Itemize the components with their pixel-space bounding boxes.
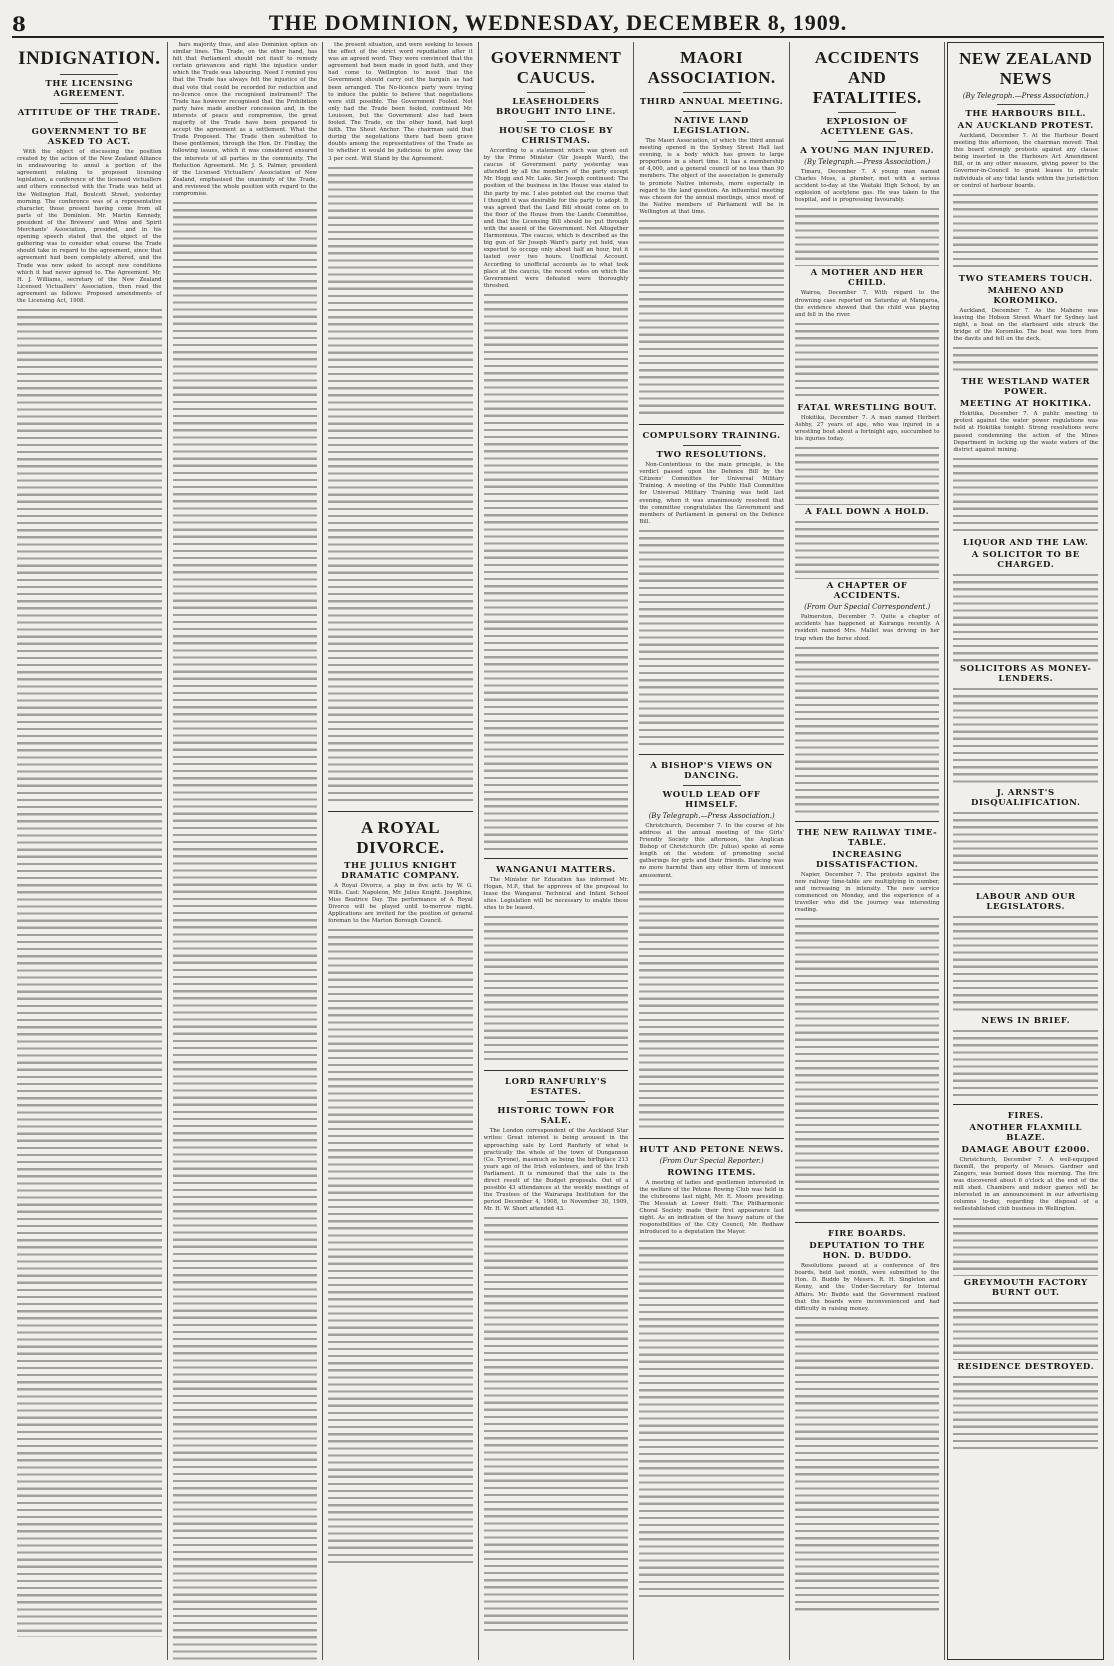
article-continuation (953, 914, 1098, 1014)
article-continuation (953, 686, 1098, 786)
article-body (639, 462, 784, 526)
rule (527, 121, 585, 122)
article-body (795, 872, 940, 915)
subhead-fire-boards: FIRE BOARDS. (828, 1229, 907, 1240)
credit-line: (From Our Special Correspondent.) (804, 603, 931, 612)
article-body (953, 1157, 1098, 1214)
rule (953, 1104, 1098, 1105)
article-text: Auckland, December 7. At the Harbour Board meeting this afternoon, the chairman moved: That this board strongly protests against any clause being inserted in the Harbours Act Amendment Bill, or in any other measure, giving power to the Governor-in-Council to grant leases to private individuals of any tidal lands within the jurisdiction or control of harbour boards. (953, 133, 1099, 189)
rule (484, 858, 629, 859)
article-continuation (795, 1315, 940, 1615)
subhead-mother-child: A MOTHER AND HER CHILD. (810, 268, 924, 289)
article-continuation (484, 1215, 629, 1635)
rule (639, 754, 784, 755)
subhead-wrestling: FATAL WRESTLING BOUT. (797, 402, 937, 413)
article-body (795, 169, 940, 204)
article-text: Resolutions passed at a conference of fire boards, held last month, were submitted to the Hon. D. Buddo by Messrs. R. H. Singleton and Kenny, and the Under-Secretary for Internal Affairs. Mr. Buddo said the Government realised that the boards were inconvenienced and had difficulty in raising money. (794, 1263, 940, 1312)
subhead-rowing: ROWING ITEMS. (667, 1167, 756, 1178)
article-continuation (953, 810, 1098, 890)
headline-indignation: INDIGNATION. (18, 48, 161, 69)
article-text: The Minister for Education has informed Mr. Hogan, M.P., that he approves of the proposal to lease the Wanganui Technical and Infant School sites. Legislation will be necessary to enable these sites to be leased. (483, 876, 629, 912)
article-body (795, 290, 940, 318)
headline-royal-divorce: A ROYAL DIVORCE. (356, 817, 445, 857)
subhead-railway-timetable: THE NEW RAILWAY TIME-TABLE. (797, 827, 938, 848)
credit-line: (By Telegraph.—Press Association.) (804, 158, 931, 166)
article-body (953, 133, 1098, 190)
credit-line: (By Telegraph.—Press Association.) (648, 811, 775, 820)
article-body (639, 138, 784, 216)
article-text: According to a statement which was given out by the Prime Minister (Sir Joseph Ward), the caucus of Government party yesterday was attended by all the members of the party except Mr. Hogg and Mr. Lake. Sir Joseph continued: The position of the business in the House was stated to the party by me. I also pointed out the course that I thought it was desirable for the party to adopt. It was agreed that the Land Bill should come on to the floor of the House from the Lands Committee, and that the Licensing Bill should be put through with the assent of the Government. Not Altogether Harmonious. The caucus, which is described as the big gun of Sir Joseph Ward's party yet held, was expected to occupy only about half an hour, but it lasted over two hours. Unofficial Account. According to unofficial accounts as to what took place at the caucus, the recent votes on which the Government were defeated were thoroughly threshed. (483, 148, 629, 289)
article-text: Auckland, December 7. As the Maheno was leaving the Hobson Street Wharf for Sydney last night, a boat on the starboard side struck the bridge of the Koromiko. The boat was torn from the davits and fell on the deck. (953, 307, 1099, 343)
subhead-licensing: THE LICENSING AGREEMENT. (45, 79, 134, 99)
article-body (484, 877, 629, 912)
subhead-greymouth: GREYMOUTH FACTORY BURNT OUT. (963, 1277, 1088, 1298)
article-body (795, 1263, 940, 1313)
article-body (953, 308, 1098, 343)
article-continuation (639, 528, 784, 748)
subhead-westland-water: THE WESTLAND WATER POWER. (961, 377, 1091, 398)
rule (60, 74, 118, 75)
subhead-residence: RESIDENCE DESTROYED. (957, 1361, 1095, 1372)
subhead-deputation: DEPUTATION TO THE HON. D. BUDDO. (809, 1241, 926, 1262)
newspaper-title: THE DOMINION, WEDNESDAY, DECEMBER 8, 1909. (268, 10, 848, 35)
subhead-government: GOVERNMENT TO BE ASKED TO ACT. (31, 127, 147, 147)
subhead-flaxmill: ANOTHER FLAXMILL BLAZE. (969, 1122, 1083, 1143)
headline-accidents: ACCIDENTS AND FATALITIES. (812, 48, 922, 107)
rule (795, 1222, 940, 1223)
article-body (953, 411, 1098, 454)
article-text: Non-Contentious in the main principle, is the verdict passed upon the Defence Bill by the Citizens' Committee for Universal Military Training. A meeting of the Public Hall Committee for Universal Military Training was held last evening, when it was unanimously resolved that the committee congratulates the Government and members of Parliament in general on the Defence Bill. (639, 462, 784, 525)
article-text: The London correspondent of the Auckland Star writes: Great interest is being aroused in the approaching sale by Lord Ranfurly of what is practically the whole of the town of Dungannon (Co. Tyrone), inasmuch as being the birthplace 213 years ago of the Irish volunteers, and of the Irish Parliament. It is rumoured that the sale is the direct result of the Budget proposals. Out of a possible 43 attendances at the weekly meetings of the Trustees of the Wairarapa Institution for the period December 4, 1908, to November 30, 1909, Mr. H. W. Short attended 43. (483, 1128, 629, 1213)
article-text: bars majority thus, and also Dominion option on similar lines. The Trade, on the other hand, has felt that Parliament should not itself to remedy certain grievances and right the injustice under which the Trade was labouring. Need I remind you that the Trade has always felt the injustice of the dual vote that could be recorded for reduction and no-licence once the recognised instrument? The Trade has however recognised that the Prohibition party have made another concession and, in the interests of peace and compromise, the great majority of the Trade have been prepared to accept the agreement as a settlement. What the Trade Proposed. The Trade then submitted to these gentlemen, through the Hon. Dr. Findlay, the following issues, which it was considered ensured the interests of all parties in the community. The Reduction Agreement. Mr. J. S. Palmer, president of the Licensed Victuallers' Association of New Zealand, emphasised the unanimity of the Trade, and reviewed the whole position with regard to the compromise. (172, 42, 318, 197)
subhead-young-man: A YOUNG MAN INJURED. (800, 146, 935, 156)
rule (60, 103, 118, 104)
column-3 (323, 42, 479, 1660)
subhead-liquor-law: LIQUOR AND THE LAW. (963, 537, 1089, 548)
article-text: The Maori Association, of which the third annual meeting opened in the Sydney Street Hall last evening, is a body which has grown to large proportions in a short time. It has a membership of 4,000, and a general council of no less than 90 members. The object of the association is generally to promote Native interests, more especially in regard to the land question. An influential meeting was chosen for the annual meetings, since most of the Native members of Parliament will be in Wellington at that time. (639, 138, 784, 215)
subhead-fall-hold: A FALL DOWN A HOLD. (805, 507, 930, 518)
subhead-two-resolutions: TWO RESOLUTIONS. (656, 450, 767, 461)
subhead-dissatisfaction: INCREASING DISSATISFACTION. (815, 849, 919, 870)
masthead (12, 6, 1104, 38)
credit-line: (By Telegraph.—Press Association.) (962, 92, 1089, 100)
article-continuation (173, 200, 318, 1660)
article-continuation (795, 916, 940, 1216)
article-body (173, 42, 318, 198)
article-continuation (953, 345, 1098, 375)
headline-nz-news: NEW ZEALAND NEWS (959, 49, 1093, 88)
rule (683, 92, 741, 93)
subhead-chapter-accidents: A CHAPTER OF ACCIDENTS. (826, 581, 908, 602)
subhead-historic-town: HISTORIC TOWN FOR SALE. (497, 1106, 615, 1127)
rule (838, 141, 896, 142)
subhead-compulsory-training: COMPULSORY TRAINING. (642, 431, 781, 442)
column-1 (12, 42, 168, 1660)
subhead-maheno: MAHENO AND KOROMIKO. (987, 285, 1064, 306)
columns (12, 42, 1104, 1660)
article-continuation (328, 165, 473, 805)
article-continuation (953, 1374, 1098, 1454)
subhead-news-brief: NEWS IN BRIEF. (981, 1015, 1071, 1026)
subhead-attitude: ATTITUDE OF THE TRADE. (17, 108, 161, 118)
subhead-harbours-bill: THE HARBOURS BILL. (965, 109, 1087, 119)
column-4 (479, 42, 635, 1660)
column-2 (168, 42, 324, 1660)
rule (795, 821, 940, 822)
rule (639, 424, 784, 425)
article-continuation (795, 445, 940, 505)
page-number: 8 (12, 12, 26, 36)
article-continuation (953, 572, 1098, 662)
subhead-native-land: NATIVE LAND LEGISLATION. (673, 116, 751, 136)
subhead-ranfurly: LORD RANFURLY'S ESTATES. (505, 1077, 607, 1098)
rule (683, 785, 741, 786)
subhead-hokitika-meeting: MEETING AT HOKITIKA. (959, 399, 1092, 410)
column-6 (790, 42, 946, 1660)
article-text: A meeting of ladies and gentlemen interested in the welfare of the Petone Rowing Club was held in the clubrooms last night, Mr. E. Moore presiding. The Messiah at Lower Hutt: The Philharmonic Choral Society made their first appearance last night. As an indication of the heavy nature of the responsibilities of the City Council, Mr. Redhaw introduced to a deputation the Mayor. (639, 1179, 784, 1236)
subhead-auckland-protest: AN AUCKLAND PROTEST. (957, 121, 1094, 131)
article-continuation (953, 192, 1098, 272)
article-text: Christchurch, December 7. In the course of his address at the annual meeting of the Girls' Friendly Society this afternoon, the Anglican Bishop of Christchurch (Dr. Julius) spoke at some length on the wisdom of promoting social gatherings for girls and their friends. Dancing was no more harmful than any other form of innocent amusement. (639, 822, 784, 879)
subhead-annual-meeting: THIRD ANNUAL MEETING. (639, 97, 784, 107)
article-text: Timaru, December 7. A young man named Charles Moss, a plumber, met with a serious accident to-day at the Waitaki High School, by an explosion of acetylene gas. He was taken to the hospital, and is progressing favourably. (794, 169, 940, 204)
article-text: Napier, December 7. The protests against the new railway time-table are multiplying in number, and increasing in intensity. The new service commenced on Monday, and the experience of a traveller who did the journey was interesting reading. (794, 871, 940, 914)
article-continuation (953, 456, 1098, 536)
credit-line: (From Our Special Reporter.) (659, 1156, 764, 1165)
rule (997, 104, 1055, 105)
article-body (17, 149, 162, 305)
subhead-julius-knight: THE JULIUS KNIGHT DRAMATIC COMPANY. (341, 860, 460, 881)
article-text: the present situation, and were seeking to lessen the effect of the strict word repudiation after it was an agreed word. They were convinced that the agreement had been made in good faith, and they had come to Wellington to insist that the Government should carry out the bargain as had been arranged. The No-licence party were trying to induce the public to believe that negotiations were still possible. The Government Fooled. Not only had the Trade been fooled, continued Mr. Louisson, but the Government also had been fooled. The Trade, on the other hand, had kept faith. The Shout Anchor. The chairman said that during the negotiations there had been grave doubts among the representatives of the Trade as to whether it would be judicious to give away the 3 per cent. Will Stand by the Agreement. (328, 42, 473, 162)
subhead-acetylene: EXPLOSION OF ACETYLENE GAS. (820, 117, 914, 137)
article-body (639, 1180, 784, 1237)
rule (683, 111, 741, 112)
article-body (639, 823, 784, 880)
subhead-steamers: TWO STEAMERS TOUCH. (958, 273, 1093, 284)
subhead-house-close: HOUSE TO CLOSE BY CHRISTMAS. (498, 126, 614, 146)
article-continuation (795, 206, 940, 266)
article-continuation (953, 1028, 1098, 1098)
subhead-labour: LABOUR AND OUR LEGISLATORS. (975, 891, 1076, 912)
column-5 (634, 42, 790, 1660)
rule (527, 92, 585, 93)
rule (60, 122, 118, 123)
article-continuation (484, 914, 629, 1064)
article-text: A Royal Divorce, a play in five acts by W. G. Wills. Cast: Napoleon, Mr. Julius Knight. Josephine, Miss Beatrice Day. The performance of A Royal Divorce will be played until to-morrow night. Applications are invited for the position of general foreman to the Marton Borough Council. (328, 882, 473, 925)
article-text: Wairoa, December 7. With regard to the drowning case reported on Saturday at Mangaroa, the evidence showed that the child was playing and fell in the river. (794, 290, 940, 318)
rule (328, 811, 473, 812)
article-continuation (639, 882, 784, 1132)
article-text: With the object of discussing the position created by the action of the New Zealand Alliance in endeavouring to annul a portion of the agreement relating to proposed licensing legislation, a conference of the licensed victuallers and others connected with the Trade was held at the Wellington Hall, Boulcott Street, yesterday morning. The conference was of a representative character, those present having come from all parts of the Dominion. Mr. Martin Kennedy, president of the Brewers' and Wine and Spirit Merchants' Association, presided, and in his opening speech stated that the object of the gathering was to consider what course the Trade should take in regard to the agreement, since that agreement had been completely altered, and the Trade was now asked to accept new conditions which it had never agreed to. The Agreement. Mr. H. J. Williams, secretary of the New Zealand Licensed Victuallers' Association, then read the agreement as follows: Proposed amendments of the Licensing Act, 1908. (17, 149, 162, 304)
article-continuation (795, 519, 940, 579)
headline-government-caucus: GOVERNMENT CAUCUS. (490, 48, 622, 87)
article-text: Christchurch, December 7. A well-equipped flaxmill, the property of Messrs. Gardner and Zangers, was burned down this morning. The fire was discovered about 6 o'clock at the end of the mill shed. Chambers and indoor games will be interested in an announcement in our advertising columns to-day, regarding the disposal of a wellestablished club business in Wellington. (953, 1156, 1099, 1213)
headline-maori-association: MAORI ASSOCIATION. (647, 48, 776, 87)
rule (527, 1101, 585, 1102)
article-continuation (639, 1238, 784, 1598)
article-continuation (484, 292, 629, 852)
article-continuation (328, 927, 473, 1567)
rule (639, 1138, 784, 1139)
article-body (328, 42, 473, 163)
article-continuation (953, 1216, 1098, 1276)
article-text: Hokitika, December 7. A public meeting to protest against the water power regulations was held at Hokitika tonight. Strong resolutions were passed condemning the action of the Mines Department in locking up the waste waters of the district against mining. (953, 411, 1099, 453)
rule (683, 445, 741, 446)
article-body (328, 883, 473, 926)
article-continuation (953, 1300, 1098, 1360)
article-continuation (639, 218, 784, 418)
subhead-bishop-dancing: A BISHOP'S VIEWS ON DANCING. (650, 760, 773, 781)
rule (484, 1070, 629, 1071)
article-continuation (17, 307, 162, 1637)
article-body (484, 1128, 629, 1213)
article-continuation (795, 321, 940, 401)
subhead-solicitor: A SOLICITOR TO BE CHARGED. (971, 549, 1080, 570)
article-body (795, 415, 940, 443)
subhead-hutt-petone: HUTT AND PETONE NEWS. (639, 1144, 784, 1155)
subhead-wanganui: WANGANUI MATTERS. (496, 864, 616, 875)
article-continuation (795, 645, 940, 815)
subhead-arnst: J. ARNST'S DISQUALIFICATION. (970, 787, 1081, 808)
article-body (484, 148, 629, 290)
subhead-damage: DAMAGE ABOUT £2000. (961, 1144, 1091, 1155)
article-body (795, 614, 940, 642)
article-text: Palmerston, December 7. Quite a chapter of accidents has happened at Kairanga recently. A resident named Mrs. Mallet was driving in her trap when the horse shied. (794, 614, 940, 642)
subhead-fires: FIRES. (1007, 1110, 1044, 1121)
subhead-lead-off: WOULD LEAD OFF HIMSELF. (662, 789, 761, 810)
column-7 (947, 42, 1104, 1660)
article-text: Hokitika, December 7. A man named Herbert Ashby, 27 years of age, who was injured in a wrestling bout about a fortnight ago, succumbed to his injuries today. (794, 414, 940, 443)
subhead-leaseholders: LEASEHOLDERS BROUGHT INTO LINE. (496, 97, 617, 117)
subhead-money-lenders: SOLICITORS AS MONEY-LENDERS. (959, 663, 1092, 684)
rule (838, 112, 896, 113)
